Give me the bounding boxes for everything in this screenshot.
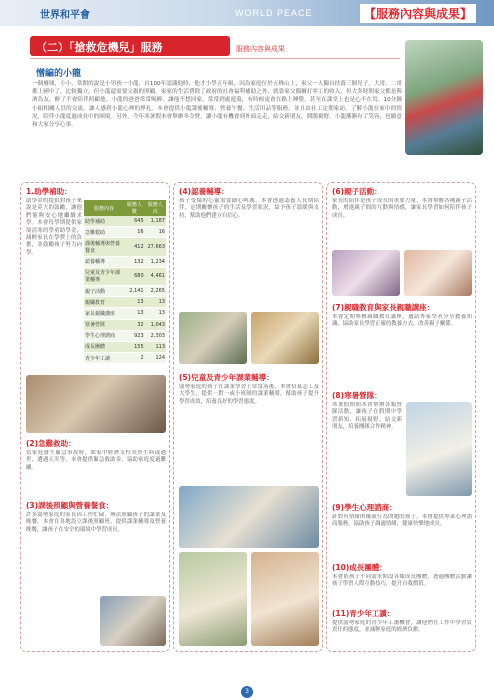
table-cell: 2,303 bbox=[145, 330, 166, 341]
group-photo bbox=[26, 375, 166, 433]
table-cell: 成長團體 bbox=[84, 341, 124, 352]
table-row bbox=[84, 341, 166, 352]
table-cell: 412 bbox=[124, 238, 145, 256]
section-heading-2: (2)急難救助： bbox=[26, 439, 76, 448]
table-row bbox=[84, 238, 166, 256]
table-row bbox=[84, 285, 166, 296]
table-row bbox=[84, 353, 166, 364]
table-row bbox=[84, 319, 166, 330]
table-cell: 寒暑營隊 bbox=[84, 319, 124, 330]
table-row bbox=[84, 297, 166, 308]
article-title: （二）「搶救危機兒」服務 bbox=[30, 36, 230, 56]
table-row bbox=[84, 256, 166, 267]
table-cell: 兒童及青少年課業輔導 bbox=[84, 267, 124, 285]
section-text-7: 本會定期舉辦親職教育講座，邀請專家學者分享教養知識，協助家長學習正確的教養方式，改善親子關係。 bbox=[332, 314, 472, 328]
table-row bbox=[84, 267, 166, 285]
camp-photo bbox=[179, 552, 247, 646]
table-cell: 1,187 bbox=[145, 216, 166, 227]
table-cell: 2 bbox=[124, 353, 145, 364]
table-header: 服務人次 bbox=[145, 200, 166, 216]
table-cell: 1,234 bbox=[145, 256, 166, 267]
service-stats-table bbox=[84, 200, 166, 364]
table-cell: 645 bbox=[124, 216, 145, 227]
tagline: WORLD PEACE bbox=[235, 8, 313, 18]
table-cell: 155 bbox=[124, 341, 145, 352]
table-cell: 學生心理諮商 bbox=[84, 330, 124, 341]
activity-photo bbox=[179, 312, 247, 364]
table-row bbox=[84, 308, 166, 319]
story-photo bbox=[405, 40, 483, 155]
table-cell: 家長親職講座 bbox=[84, 308, 124, 319]
story-title: 憎編的小龍 bbox=[36, 69, 82, 79]
section-heading-7: (7)親職教育與家長親職講座： bbox=[332, 303, 435, 312]
table-cell: 680 bbox=[124, 267, 145, 285]
section-text-1: 助學金的提供對孩子來說是莫大的鼓勵，讓他們能夠安心地繼續求學。本會每學期提供家境清寒的學童助學金，減輕家長在學費上的負擔，並鼓勵孩子努力向學。 bbox=[26, 198, 82, 256]
section-heading-9: (9)學生心理諮商： bbox=[332, 503, 397, 512]
divider bbox=[30, 58, 400, 59]
section-heading-6: (6)親子活動： bbox=[332, 187, 382, 196]
table-cell: 認養輔導 bbox=[84, 256, 124, 267]
table-row bbox=[84, 216, 166, 227]
table-cell: 132 bbox=[124, 256, 145, 267]
table-row bbox=[84, 330, 166, 341]
section-heading-3: (3)課後照顧與營養餐食： bbox=[26, 501, 114, 510]
table-cell: 13 bbox=[145, 297, 166, 308]
section-text-2: 當家庭發生緊急事故時，如家中經濟支柱突然生病或過世、遭遇天災等，本會提供緊急救助金，協助家庭度過難關。 bbox=[26, 450, 166, 471]
table-cell: 13 bbox=[124, 297, 145, 308]
section-heading-5: (5)兒童及青少年課業輔導： bbox=[179, 373, 274, 382]
table-cell: 2,141 bbox=[124, 285, 145, 296]
section-text-4: 孩子受傷的心靈需要細心呵護，本會透過認養人長期陪伴，定期關懷孩子的生活及學習狀況，給予孩子溫暖與支持，幫助他們建立自信心。 bbox=[179, 198, 319, 219]
table-cell: 4,461 bbox=[145, 267, 166, 285]
section-heading-11: (11)青少年工讀： bbox=[332, 609, 395, 618]
table-cell: 2,265 bbox=[145, 285, 166, 296]
table-cell: 923 bbox=[124, 330, 145, 341]
story-text: 一個廢墟，小小，常開的說是小男孩一小龍，自100年認識他時，他才小學五年級。因為家庭位於五峰山上，家父一人獨自扶養三個兒子，大哥、二哥都上國中了，比較獨立，但小龍還需要父親的照顧。家家的生活費除了政府的社會福利補助之外，就靠家父偶爾打零工的收入，但大多時間家父都是與酒為友，醉了不會陪伴照顧他。小龍的爸爸常常喝醉，讓他不想回家，常常到處遊蕩，有時候更會在路上睡覺，甚至在課堂上也是心不在焉。10分鐘小組相關人員的交流，讓人感到小龍心裡的掙扎。本會提供小龍課後輔導、營養午餐、生活用品等服務，並且由社工定期家訪，了解小龍在家中的情況，陪伴小龍度過成長中的困境。另外，今年寒暑假本會舉辦冬令營，讓小龍有機會到外面走走，結交新朋友，開闊視野。小龍漸漸有了笑容，也願意和大家分享心事。 bbox=[32, 81, 402, 129]
table-cell: 27,663 bbox=[145, 238, 166, 256]
section-text-6: 家長的陪伴是孩子成長的重要力量，本會舉辦各種親子活動，增進親子間的互動與情感，讓家長學習如何陪伴孩子成長。 bbox=[332, 198, 472, 219]
org-logo: 世界和平會 bbox=[40, 10, 90, 21]
counseling-photo bbox=[406, 402, 472, 496]
table-cell: 課後輔導與營養餐食 bbox=[84, 238, 124, 256]
section-heading-4: (4)認養輔導： bbox=[179, 187, 229, 196]
section-text-10: 本會依孩子不同需求開設各類成長團體，透過團體活動讓孩子學習人際互動技巧，提升自我價值。 bbox=[332, 574, 472, 588]
section-heading-8: (8)寒暑營隊： bbox=[332, 391, 382, 400]
table-cell: 1,043 bbox=[145, 319, 166, 330]
section-text-9: 針對有情緒困擾或行為問題的孩子，本會提供專業心理諮商服務，協助孩子調適情緒，健康快樂地成長。 bbox=[332, 514, 472, 528]
activity-photo bbox=[251, 312, 319, 364]
table-cell: 16 bbox=[145, 227, 166, 238]
table-header: 服務內容 bbox=[84, 200, 124, 216]
section-heading: 【服務內容與成果】 bbox=[360, 4, 476, 23]
table-cell: 13 bbox=[124, 308, 145, 319]
table-cell: 32 bbox=[124, 319, 145, 330]
page-number: 3 bbox=[241, 686, 253, 698]
section-text-8: 寒暑假期間本會舉辦各類營隊活動，讓孩子在假期中學習新知、拓展視野，結交新朋友，培養團隊合作精神。 bbox=[332, 402, 402, 431]
table-cell: 親子活動 bbox=[84, 285, 124, 296]
table-cell: 16 bbox=[124, 227, 145, 238]
camp-photo bbox=[251, 552, 319, 646]
section-text-3: 許多弱勢家庭的家長因工作忙碌，無法照顧孩子的課業及晚餐。本會在各地設立課後照顧班，提供課業輔導及營養晚餐，讓孩子在安全的環境中學習成長。 bbox=[26, 512, 166, 533]
table-cell: 113 bbox=[145, 341, 166, 352]
table-cell: 124 bbox=[145, 353, 166, 364]
meal-photo bbox=[100, 596, 166, 646]
section-heading-10: (10)成長團體： bbox=[332, 563, 387, 572]
table-cell: 助學補助 bbox=[84, 216, 124, 227]
family-photo bbox=[404, 250, 472, 296]
table-cell: 急難救助 bbox=[84, 227, 124, 238]
table-header: 服務人數 bbox=[124, 200, 145, 216]
table-cell: 青少年工讀 bbox=[84, 353, 124, 364]
family-photo bbox=[332, 250, 400, 296]
table-row bbox=[84, 227, 166, 238]
table-cell: 13 bbox=[145, 308, 166, 319]
section-text-11: 提供弱勢家庭的青少年工讀機會，讓他們在工作中學習負責任的態度，並減輕家庭的經濟負擔。 bbox=[332, 620, 472, 634]
article-subtitle: 服務內容與成果 bbox=[236, 45, 285, 53]
section-heading-1: 1.助學補助： bbox=[26, 187, 72, 196]
table-cell: 親職教育 bbox=[84, 297, 124, 308]
study-photo bbox=[179, 486, 319, 548]
section-text-5: 弱勢家庭的孩子在課業學習上常常落後，本會招募志工及大學生，提供一對一或小班制的課業輔導，幫助孩子提升學習成效，培養良好的學習態度。 bbox=[179, 384, 319, 405]
